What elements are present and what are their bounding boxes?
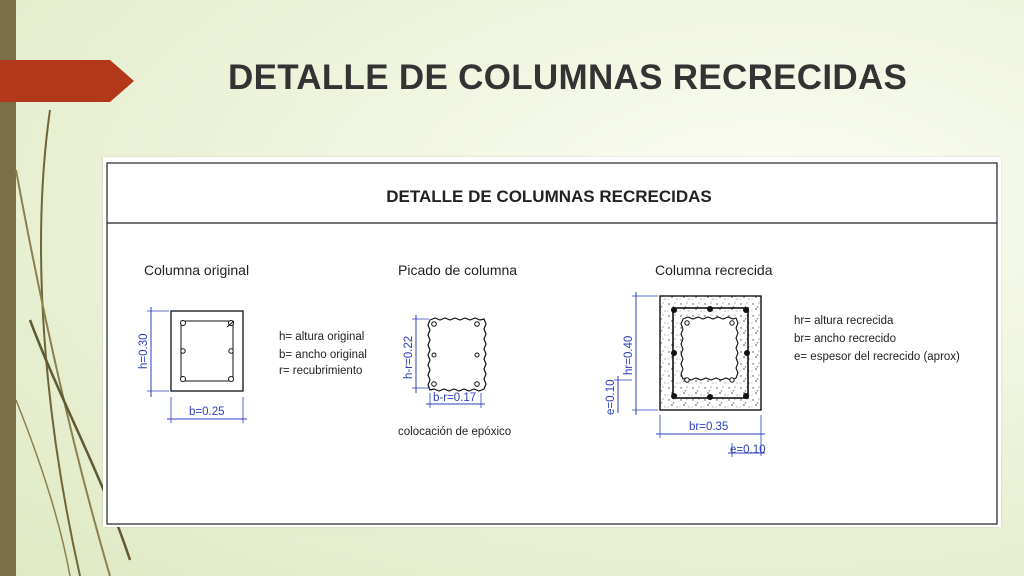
dimension-label: hr=0.40 xyxy=(623,335,635,375)
panel-title: Picado de columna xyxy=(398,262,518,278)
legend-line: br= ancho recrecido xyxy=(794,333,896,345)
dimension-label: br=0.35 xyxy=(689,421,729,433)
accent-arrow-icon xyxy=(0,60,134,102)
dimension-label: h-r=0.22 xyxy=(403,335,415,379)
rebar xyxy=(432,353,436,357)
rebar xyxy=(730,321,734,325)
rebar xyxy=(475,382,480,387)
rebar xyxy=(432,382,437,387)
rebar xyxy=(181,349,185,353)
legend-line: h= altura original xyxy=(279,331,365,343)
new-rebar xyxy=(707,394,713,400)
rebar xyxy=(181,377,186,382)
drawing-canvas xyxy=(103,157,1001,527)
original-core xyxy=(681,317,738,380)
new-rebar xyxy=(743,393,749,399)
rebar xyxy=(685,378,689,382)
new-rebar xyxy=(671,393,677,399)
dimension-label: e=0.10 xyxy=(730,444,766,456)
new-rebar xyxy=(671,350,677,356)
new-rebar xyxy=(744,350,750,356)
rebar xyxy=(229,377,234,382)
dimension-label: h=0.30 xyxy=(138,333,150,369)
technical-drawing xyxy=(103,157,1001,527)
new-rebar xyxy=(707,306,713,312)
rebar xyxy=(475,322,480,327)
rebar xyxy=(475,353,479,357)
new-rebar xyxy=(743,307,749,313)
legend-line: r= recubrimiento xyxy=(279,365,363,377)
rebar xyxy=(685,321,689,325)
panel-note: colocación de epóxico xyxy=(398,426,512,438)
dimension-label: e=0.10 xyxy=(605,379,617,415)
dimension-label: b-r=0.17 xyxy=(433,392,477,404)
rebar xyxy=(229,349,233,353)
legend-line: e= espesor del recrecido (aprox) xyxy=(794,351,960,363)
dimension-label: b=0.25 xyxy=(189,406,225,418)
new-rebar xyxy=(671,307,677,313)
drawing-header-title: DETALLE DE COLUMNAS RECRECIDAS xyxy=(386,187,712,206)
decor-curve xyxy=(41,110,80,576)
legend-line: b= ancho original xyxy=(279,349,367,361)
panel-title: Columna recrecida xyxy=(655,262,773,278)
rebar xyxy=(181,321,186,326)
slide-title: DETALLE DE COLUMNAS RECRECIDAS xyxy=(228,58,908,97)
decor-curve xyxy=(16,170,110,576)
panel-title: Columna original xyxy=(144,262,250,278)
legend-line: hr= altura recrecida xyxy=(794,315,894,327)
rebar xyxy=(432,322,437,327)
rebar xyxy=(730,378,734,382)
